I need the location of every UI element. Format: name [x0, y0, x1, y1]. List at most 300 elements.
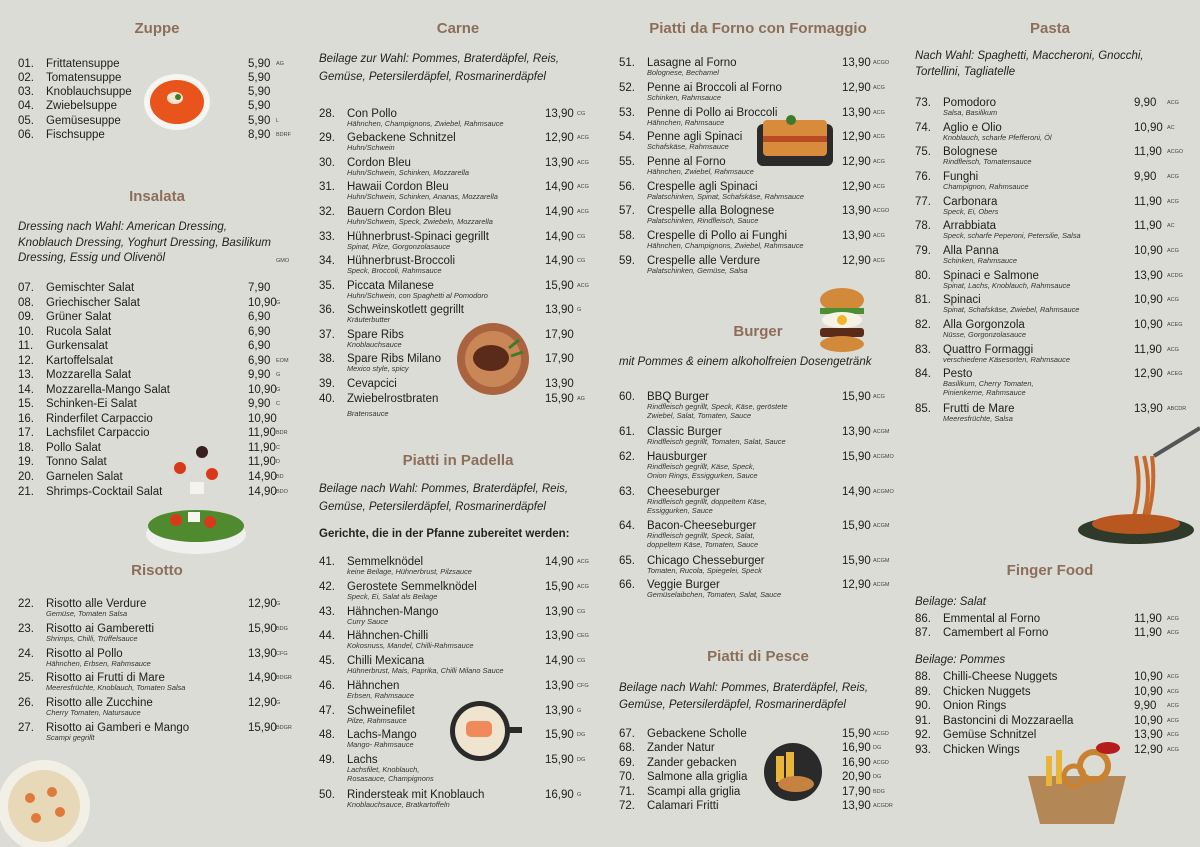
item-description: doppeltem Käse, Tomaten, Sauce	[647, 539, 759, 549]
item-name: Penne ai Broccoli al Forno	[647, 82, 782, 94]
item-number: 80.	[915, 270, 931, 282]
allergen-code: CEG	[577, 633, 589, 639]
item-number: 41.	[319, 556, 335, 568]
allergen-code: ACG	[873, 184, 885, 190]
item-number: 82.	[915, 319, 931, 331]
allergen-code: ACG	[1167, 297, 1179, 303]
menu-item	[319, 555, 597, 576]
item-price: 12,90	[842, 181, 871, 193]
item-name: Chicago Chesseburger	[647, 555, 765, 567]
allergen-code: ACGMO	[873, 489, 894, 495]
item-description: Cherry Tomaten, Natursauce	[46, 708, 141, 717]
allergen-code: C	[276, 445, 280, 451]
allergen-code: ACG	[1167, 732, 1179, 738]
menu-item	[18, 310, 296, 324]
item-number: 87.	[915, 627, 931, 639]
allergen-code: G	[276, 700, 281, 706]
item-name: Rindersteak mit Knoblauch	[347, 789, 485, 801]
fish-plate-image	[762, 742, 824, 802]
item-price: 20,90	[842, 771, 871, 783]
item-price: 11,90	[1134, 196, 1162, 208]
item-number: 03.	[18, 86, 34, 98]
item-name: Zander gebacken	[647, 757, 737, 769]
allergen-code: ACGO	[873, 60, 890, 66]
allergen-code: AG	[577, 396, 585, 402]
item-number: 44.	[319, 630, 335, 642]
section-intro-line: mit Pommes & einem alkoholfreien Dosengetränk	[619, 356, 872, 368]
item-name: Schinken-Ei Salat	[46, 398, 137, 410]
item-description: Schinken, Rahmsauce	[647, 93, 721, 102]
allergen-code: ACG	[1167, 199, 1179, 205]
item-price: 14,90	[545, 655, 574, 667]
menu-item	[619, 785, 897, 799]
item-name: Classic Burger	[647, 426, 722, 438]
allergen-code: DG	[577, 757, 586, 763]
item-number: 63.	[619, 486, 635, 498]
item-price: 11,90	[1134, 613, 1162, 625]
menu-item	[18, 281, 296, 295]
menu-item	[319, 205, 597, 226]
item-price: 12,90	[248, 697, 277, 709]
allergen-code: ACG	[1167, 100, 1179, 106]
item-description: Rindfleisch gegrillt, Speck, Salat,	[647, 531, 755, 540]
item-price: 5,90	[248, 86, 271, 98]
section-intro-line: Beilage nach Wahl: Pommes, Braterdäpfel, Reis,	[319, 483, 569, 495]
lasagne-image	[753, 106, 837, 170]
item-description: Knoblauch, scharfe Pfefferoni, Öl	[943, 133, 1052, 142]
allergen-code: ACG	[577, 559, 589, 565]
item-name: Chilli-Cheese Nuggets	[943, 671, 1058, 683]
allergen-code: ACG	[873, 233, 885, 239]
allergen-code: ACG	[577, 135, 589, 141]
item-price: 12,90	[842, 82, 871, 94]
item-price: 16,90	[545, 789, 574, 801]
allergen-code: AC	[1167, 125, 1175, 131]
item-number: 73.	[915, 97, 931, 109]
item-number: 64.	[619, 520, 635, 532]
item-number: 08.	[18, 297, 34, 309]
tomato-soup-image	[142, 68, 212, 132]
item-price: 13,90	[842, 107, 871, 119]
item-price: 6,90	[248, 326, 271, 338]
item-name: Bolognese	[943, 146, 998, 158]
allergen-code: ACG	[577, 160, 589, 166]
item-name: BBQ Burger	[647, 391, 709, 403]
item-price: 14,90	[842, 486, 871, 498]
item-name: Risotto al Pollo	[46, 648, 123, 660]
item-price: 11,90	[248, 442, 276, 454]
item-description: Basilikum, Cherry Tomaten,	[943, 379, 1034, 388]
item-description: Huhn/Schwein, con Spaghetti al Pomodoro	[347, 291, 488, 300]
item-number: 49.	[319, 754, 335, 766]
allergen-code: ACGO	[873, 208, 890, 214]
menu-item	[18, 622, 296, 643]
item-number: 69.	[619, 757, 635, 769]
allergen-code: ACG	[577, 184, 589, 190]
item-name: Calamari Fritti	[647, 800, 719, 812]
item-number: 59.	[619, 255, 635, 267]
item-price: 10,90	[248, 413, 277, 425]
item-name: Salmone alla griglia	[647, 771, 748, 783]
item-name: Arrabbiata	[943, 220, 997, 232]
allergen-code: CG	[577, 111, 586, 117]
item-description: Schafskäse, Rahmsauce	[647, 142, 729, 151]
allergen-code: C	[276, 401, 280, 407]
item-number: 65.	[619, 555, 635, 567]
item-name: Lachsfilet Carpaccio	[46, 427, 150, 439]
item-price: 13,90	[1134, 270, 1163, 282]
allergen-code: ACG	[873, 85, 885, 91]
item-name: Cordon Bleu	[347, 157, 411, 169]
item-description: Speck, Ei, Salat als Beilage	[347, 592, 438, 601]
item-price: 9,90	[1134, 97, 1157, 109]
item-number: 67.	[619, 728, 635, 740]
item-name: Penne di Pollo ai Broccoli	[647, 107, 778, 119]
item-name: Chilli Mexicana	[347, 655, 425, 667]
allergen-code: ACG	[873, 134, 885, 140]
item-name: Pesto	[943, 368, 973, 380]
item-price: 11,90	[1134, 344, 1162, 356]
allergen-code: ACG	[1167, 689, 1179, 695]
burger-image	[814, 286, 870, 356]
section-intro-line: Gemüse, Petersilerdäpfel, Rosmarinerdäpfel	[319, 71, 546, 83]
menu-item	[319, 629, 597, 650]
item-description: Rindfleisch gegrillt, Käse, Speck,	[647, 462, 755, 471]
item-name: Gerostete Semmelknödel	[347, 581, 477, 593]
section-title: Burger	[733, 323, 783, 340]
item-name: Spinaci	[943, 294, 981, 306]
item-price: 15,90	[842, 520, 871, 532]
item-name: Fischsuppe	[46, 129, 105, 141]
item-number: 61.	[619, 426, 635, 438]
allergen-code: CG	[577, 258, 586, 264]
item-price: 10,90	[1134, 671, 1163, 683]
section-intro-line: Beilage zur Wahl: Pommes, Braterdäpfel, Reis,	[319, 53, 560, 65]
item-name: Penne al Forno	[647, 156, 726, 168]
menu-item	[18, 671, 296, 692]
item-number: 52.	[619, 82, 635, 94]
item-price: 10,90	[1134, 715, 1163, 727]
item-price: 13,90	[248, 648, 277, 660]
item-name: Carbonara	[943, 196, 998, 208]
menu-item	[619, 390, 897, 420]
item-name: Chicken Nuggets	[943, 686, 1031, 698]
item-name: Risotto alle Zucchine	[46, 697, 153, 709]
item-number: 37.	[319, 329, 335, 341]
section-title: Piatti di Pesce	[707, 648, 809, 665]
item-number: 78.	[915, 220, 931, 232]
menu-item	[619, 81, 897, 102]
item-name: Grüner Salat	[46, 311, 112, 323]
item-description: Kokosnuss, Mandel, Chilli-Rahmsauce	[347, 641, 474, 650]
section-intro-line: Beilage: Pommes	[915, 654, 1006, 666]
item-price: 10,90	[248, 297, 277, 309]
item-number: 81.	[915, 294, 931, 306]
item-number: 85.	[915, 403, 931, 415]
menu-item	[915, 685, 1185, 699]
allergen-code: ACGM	[873, 523, 890, 529]
item-price: 15,90	[842, 728, 871, 740]
item-number: 50.	[319, 789, 335, 801]
item-description: Speck, Ei, Obers	[943, 207, 999, 216]
item-name: Tomatensuppe	[46, 72, 122, 84]
item-price: 13,90	[545, 378, 574, 390]
item-price: 10,90	[1134, 245, 1163, 257]
menu-item	[619, 180, 897, 201]
item-description: Spinat, Lachs, Knoblauch, Rahmsauce	[943, 281, 1071, 290]
item-description: Huhn/Schwein, Schinken, Mozzarella	[347, 168, 470, 177]
item-description: Scampi gegrillt	[46, 733, 95, 742]
item-number: 02.	[18, 72, 34, 84]
item-price: 10,90	[248, 384, 277, 396]
allergen-code: ACG	[577, 209, 589, 215]
item-description: Knoblauchsauce, Bratkartoffeln	[347, 800, 450, 809]
section-intro-line: Gemüse, Petersilerdäpfel, Rosmarinerdäpfel	[619, 699, 846, 711]
item-number: 76.	[915, 171, 931, 183]
menu-item	[915, 219, 1185, 240]
allergen-code: ACG	[1167, 718, 1179, 724]
item-number: 01.	[18, 58, 34, 70]
allergen-code: BDG	[276, 626, 288, 632]
item-name: Funghi	[943, 171, 979, 183]
item-price: 15,90	[248, 722, 277, 734]
item-name: Schweinefilet	[347, 705, 415, 717]
menu-item	[319, 131, 597, 152]
item-price: 15,90	[248, 623, 277, 635]
item-name: Bastoncini di Mozzaraella	[943, 715, 1074, 727]
menu-item	[319, 156, 597, 177]
item-price: 13,90	[545, 680, 574, 692]
item-name: Risotto ai Frutti di Mare	[46, 672, 165, 684]
allergen-code: BDO	[276, 489, 288, 495]
item-name: Penne agli Spinaci	[647, 131, 743, 143]
menu-item	[619, 578, 897, 599]
item-name: Crespelle agli Spinaci	[647, 181, 758, 193]
item-price: 12,90	[1134, 368, 1163, 380]
item-price: 13,90	[545, 630, 574, 642]
allergen-code: ACG	[1167, 630, 1179, 636]
item-description: Hähnchen, Champignons, Zwiebel, Rahmsauce	[647, 241, 804, 250]
allergen-code: CG	[577, 234, 586, 240]
item-price: 8,90	[248, 129, 271, 141]
item-name: Risotto ai Gamberi e Mango	[46, 722, 190, 734]
item-name: Gemüse Schnitzel	[943, 729, 1037, 741]
menu-item	[915, 699, 1185, 713]
item-number: 47.	[319, 705, 335, 717]
item-number: 35.	[319, 280, 335, 292]
item-price: 14,90	[545, 206, 574, 218]
item-price: 6,90	[248, 340, 271, 352]
item-number: 90.	[915, 700, 931, 712]
menu-item	[619, 770, 897, 784]
item-name: Hühnerbrust-Broccoli	[347, 255, 456, 267]
item-name: Spare Ribs Milano	[347, 353, 441, 365]
item-number: 32.	[319, 206, 335, 218]
allergen-code: CFG	[276, 651, 288, 657]
allergen-code: ACG	[873, 159, 885, 165]
item-price: 15,90	[545, 729, 574, 741]
allergen-code: L	[276, 118, 280, 124]
item-name: Garnelen Salat	[46, 471, 123, 483]
menu-item	[915, 121, 1185, 142]
item-number: 84.	[915, 368, 931, 380]
item-price: 12,90	[842, 255, 871, 267]
item-number: 25.	[18, 672, 34, 684]
item-price: 13,90	[545, 304, 574, 316]
item-name: Frutti de Mare	[943, 403, 1015, 415]
item-description: keine Beilage, Hühnerbrust, Pilzsauce	[347, 567, 472, 576]
item-number: 33.	[319, 231, 335, 243]
item-number: 66.	[619, 579, 635, 591]
item-description: Hähnchen, Zwiebel, Rahmsauce	[647, 167, 754, 176]
item-number: 42.	[319, 581, 335, 593]
item-number: 51.	[619, 57, 635, 69]
allergen-code: AG	[276, 61, 284, 67]
item-description: Mango- Rahmsauce	[347, 740, 414, 749]
fingerfood-basket-image	[1022, 736, 1132, 828]
item-price: 12,90	[842, 156, 871, 168]
allergen-code: ACGM	[873, 582, 890, 588]
allergen-code: AC	[1167, 223, 1175, 229]
item-number: 24.	[18, 648, 34, 660]
allergen-code: ACGD	[873, 760, 889, 766]
item-price: 6,90	[248, 311, 271, 323]
section-title: Risotto	[131, 562, 183, 579]
item-description: Gemüselaibchen, Tomaten, Salat, Sauce	[647, 590, 782, 599]
section-intro-line: Beilage nach Wahl: Pommes, Braterdäpfel, Reis,	[619, 682, 869, 694]
item-number: 13.	[18, 369, 34, 381]
item-number: 31.	[319, 181, 335, 193]
item-price: 14,90	[545, 255, 574, 267]
section-subhead: Gerichte, die in der Pfanne zubereitet werden:	[319, 528, 570, 540]
item-number: 57.	[619, 205, 635, 217]
item-name: Emmental al Forno	[943, 613, 1041, 625]
item-number: 93.	[915, 744, 931, 756]
item-description: Hähnchen, Rahmsauce	[647, 118, 725, 127]
item-price: 14,90	[545, 556, 574, 568]
item-price: 13,90	[842, 230, 871, 242]
menu-item	[319, 679, 597, 700]
allergen-code: G	[276, 601, 281, 607]
allergen-code: G	[577, 307, 582, 313]
item-name: Hähnchen	[347, 680, 400, 692]
item-number: 26.	[18, 697, 34, 709]
item-name: Crespelle alla Bolognese	[647, 205, 775, 217]
allergen-code: DG	[873, 745, 882, 751]
item-price: 11,90	[1134, 220, 1162, 232]
menu-item	[18, 296, 296, 310]
allergen-code: ACG	[873, 394, 885, 400]
item-price: 11,90	[248, 456, 276, 468]
item-name: Camembert al Forno	[943, 627, 1049, 639]
item-name: Bauern Cordon Bleu	[347, 206, 452, 218]
section-title: Pasta	[1029, 20, 1071, 37]
item-description: Onion Rings, Essiggurken, Sauce	[647, 470, 758, 480]
risotto-plate-image	[0, 748, 95, 847]
item-name: Gebackene Scholle	[647, 728, 747, 740]
item-number: 74.	[915, 122, 931, 134]
item-number: 30.	[319, 157, 335, 169]
item-description: Bolognese, Bechamel	[647, 68, 719, 77]
item-name: Aglio e Olio	[943, 122, 1002, 134]
item-name: Rinderfilet Carpaccio	[46, 413, 153, 425]
item-number: 43.	[319, 606, 335, 618]
menu-item	[319, 107, 597, 128]
item-price: 15,90	[545, 280, 574, 292]
item-number: 17.	[18, 427, 34, 439]
item-price: 5,90	[248, 115, 271, 127]
item-price: 11,90	[248, 427, 276, 439]
item-price: 13,90	[842, 57, 871, 69]
item-description: Huhn/Schwein, Speck, Zwiebeln, Mozzarella	[347, 217, 493, 226]
menu-item	[18, 721, 296, 742]
item-number: 45.	[319, 655, 335, 667]
item-number: 75.	[915, 146, 931, 158]
item-description: Shrimps, Chilli, Trüffelsauce	[46, 634, 138, 643]
allergen-code: DG	[873, 774, 882, 780]
item-name: Risotto alle Verdure	[46, 598, 147, 610]
item-description: Spinat, Pilze, Gorgonzolasauce	[347, 242, 451, 251]
item-name: Semmelknödel	[347, 556, 424, 568]
item-price: 17,90	[545, 353, 574, 365]
menu-item	[915, 367, 1185, 397]
allergen-code: G	[276, 300, 281, 306]
allergen-code: ACGD	[873, 731, 889, 737]
item-price: 17,90	[545, 329, 574, 341]
section-intro-line: Nach Wahl: Spaghetti, Maccheroni, Gnocchi,	[915, 50, 1144, 62]
menu-item	[319, 654, 597, 675]
item-number: 10.	[18, 326, 34, 338]
item-number: 39.	[319, 378, 335, 390]
menu-item	[619, 485, 897, 515]
item-price: 13,90	[1134, 403, 1163, 415]
salmon-pan-image	[442, 697, 522, 767]
item-name: Alla Panna	[943, 245, 999, 257]
item-name: Hawaii Cordon Bleu	[347, 181, 449, 193]
allergen-code: BDRF	[276, 132, 291, 138]
item-description: Tomaten, Rucola, Spiegelei, Speck	[647, 566, 762, 575]
item-description: Pinienkerne, Rahmsauce	[943, 387, 1026, 397]
item-number: 86.	[915, 613, 931, 625]
item-name: Con Pollo	[347, 108, 397, 120]
item-description: Rosasauce, Champignons	[347, 773, 434, 783]
allergen-code: G	[276, 387, 281, 393]
menu-item	[18, 426, 296, 440]
item-name: Shrimps-Cocktail Salat	[46, 486, 163, 498]
item-description: verschiedene Käsesorten, Rahmsauce	[943, 355, 1070, 364]
menu-item	[619, 519, 897, 549]
allergen-code: BDGR	[276, 675, 292, 681]
item-name: Quattro Formaggi	[943, 344, 1034, 356]
item-description: Schinken, Rahmsauce	[943, 256, 1017, 265]
item-price: 15,90	[842, 451, 871, 463]
allergen-code: BDR	[276, 430, 288, 436]
item-description: Mexico style, spicy	[347, 364, 409, 373]
item-price: 13,90	[842, 426, 871, 438]
item-number: 05.	[18, 115, 34, 127]
allergen-code: ACG	[577, 283, 589, 289]
item-price: 10,90	[1134, 294, 1163, 306]
item-price: 17,90	[842, 786, 871, 798]
item-number: 38.	[319, 353, 335, 365]
item-number: 89.	[915, 686, 931, 698]
allergen-code: DG	[577, 732, 586, 738]
menu-item	[915, 626, 1185, 640]
menu-item	[915, 170, 1185, 191]
item-name: Pomodoro	[943, 97, 997, 109]
item-number: 12.	[18, 355, 34, 367]
item-description: Bratensauce	[347, 409, 389, 418]
